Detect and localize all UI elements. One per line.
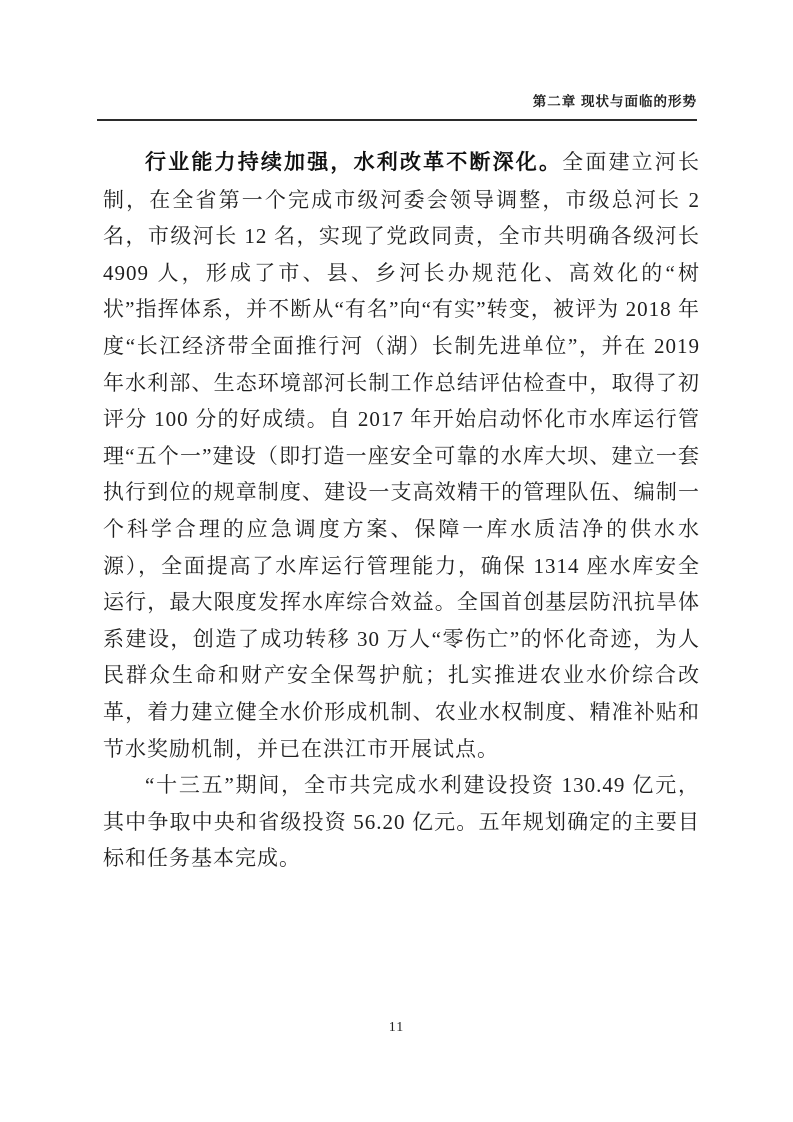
paragraph-lead-bold: 行业能力持续加强，水利改革不断深化。	[145, 151, 563, 174]
paragraph-industry-capacity	[103, 144, 700, 767]
chapter-running-header: 第二章 现状与面临的形势	[532, 94, 697, 109]
paragraph-13th-five-year: “十三五”期间，全市共完成水利建设投资 130.49 亿元，其中争取中央和省级投资 56.20 亿元。五年规划确定的主要目标和任务基本完成。	[103, 773, 700, 871]
paragraph-body-text: 全面建立河长制，在全省第一个完成市级河委会领导调整，市级总河长 2 名，市级河长 12 名，实现了党政同责，全市共明确各级河长 4909 人，形成了市、县、乡河长办规范化、高效化的“树状”指挥体系，并不断从“有名”向“有实”转变，被评为 2018 年度“长江经济带全面推行河（湖）长制先进单位”，并在 2019 年水利部、生态环境部河长制工作总结评估检查中，取得了初评分 100 分的好成绩。自 2017 年开始启动怀化市水库运行管理“五个一”建设（即打造一座安全可靠的水库大坝、建立一套执行到位的规章制度、建设一支高效精干的管理队伍、编制一个科学合理的应急调度方案、保障一库水质洁净的供水水源），全面提高了水库运行管理能力，确保 1314 座水库安全运行，最大限度发挥水库综合效益。全国首创基层防汛抗旱体系建设，创造了成功转移 30 万人“零伤亡”的怀化奇迹，为人民群众生命和财产安全保驾护航；扎实推进农业水价综合改革，着力建立健全水价形成机制、农业水权制度、精准补贴和节水奖励机制，并已在洪江市开展试点。	[103, 150, 701, 761]
header-rule-divider	[97, 119, 697, 121]
document-body	[103, 144, 700, 877]
page-number: 11	[388, 1020, 405, 1035]
